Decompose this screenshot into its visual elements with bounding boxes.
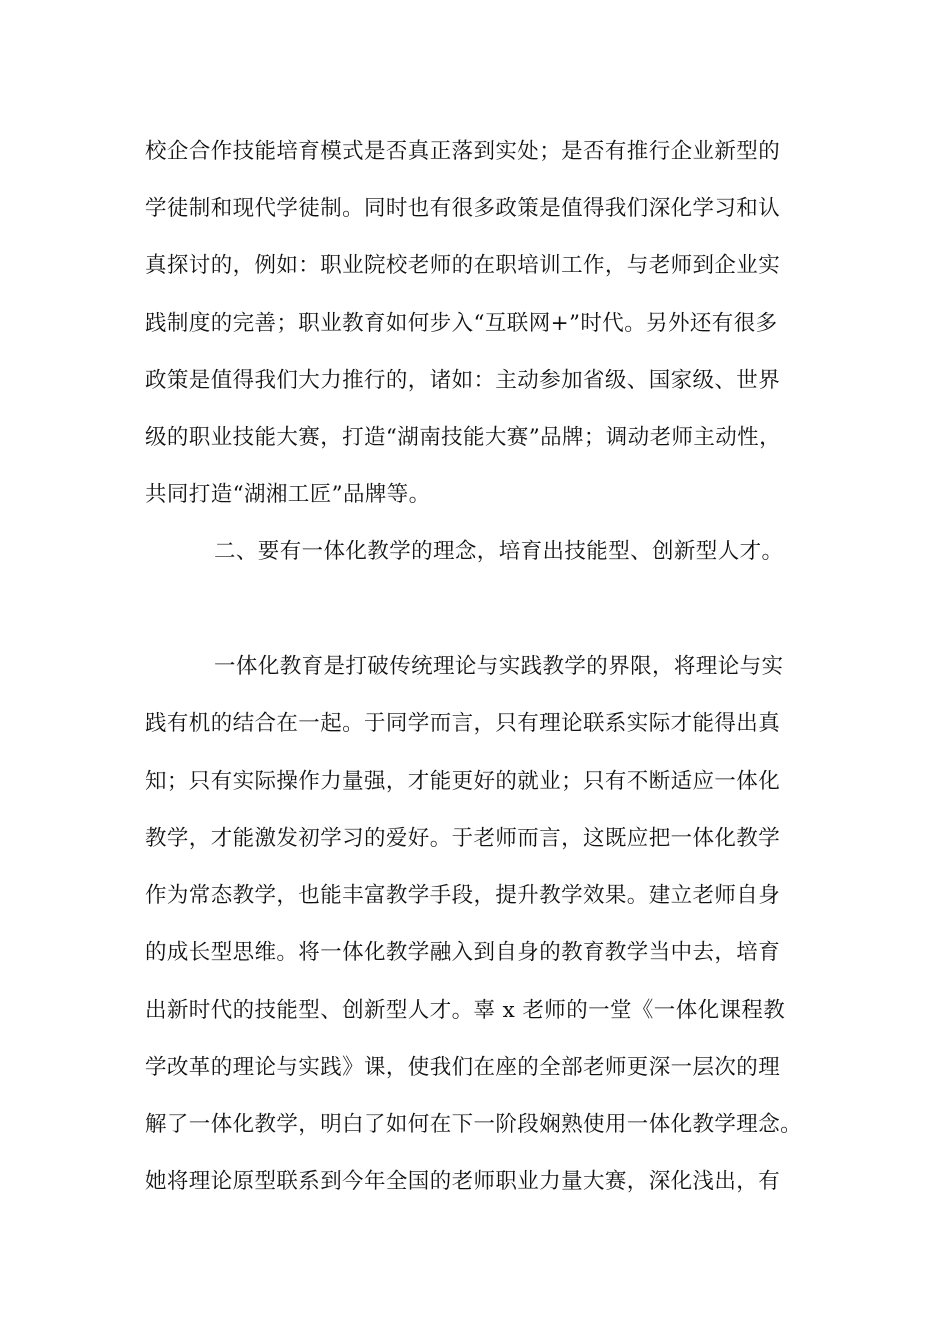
- text-line: 学改革的理论与实践》课，使我们在座的全部老师更深一层次的理: [145, 1055, 781, 1080]
- text-line: 作为常态教学，也能丰富教学手段，提升教学效果。建立老师自身: [145, 883, 781, 908]
- text-line: 的成长型思维。将一体化教学融入到自身的教育教学当中去，培育: [145, 940, 781, 965]
- text-line: 出新时代的技能型、创新型人才。辜 x 老师的一堂《一体化课程教: [145, 998, 786, 1023]
- text-line: 学徒制和现代学徒制。同时也有很多政策是值得我们深化学习和认: [145, 196, 781, 221]
- text-line: 一体化教育是打破传统理论与实践教学的界限，将理论与实: [214, 654, 784, 679]
- section-heading: 二、要有一体化教学的理念，培育出技能型、创新型人才。: [214, 539, 784, 564]
- text-line: 她将理论原型联系到今年全国的老师职业力量大赛，深化浅出，有: [145, 1169, 781, 1194]
- text-line: 级的职业技能大赛，打造“湖南技能大赛”品牌；调动老师主动性，: [145, 425, 781, 450]
- text-line: 教学，才能激发初学习的爱好。于老师而言，这既应把一体化教学: [145, 826, 781, 851]
- text-line: 真探讨的，例如：职业院校老师的在职培训工作，与老师到企业实: [145, 253, 781, 278]
- text-line: 践制度的完善；职业教育如何步入“互联网+”时代。另外还有很多: [145, 311, 778, 336]
- text-line: 解了一体化教学，明白了如何在下一阶段娴熟使用一体化教学理念。: [145, 1112, 803, 1137]
- text-line: 知；只有实际操作力量强，才能更好的就业；只有不断适应一体化: [145, 769, 781, 794]
- text-line: 共同打造“湖湘工匠”品牌等。: [145, 482, 431, 507]
- text-line: 践有机的结合在一起。于同学而言，只有理论联系实际才能得出真: [145, 711, 781, 736]
- text-line: 政策是值得我们大力推行的，诸如：主动参加省级、国家级、世界: [145, 368, 781, 393]
- text-line: 校企合作技能培育模式是否真正落到实处；是否有推行企业新型的: [145, 139, 781, 164]
